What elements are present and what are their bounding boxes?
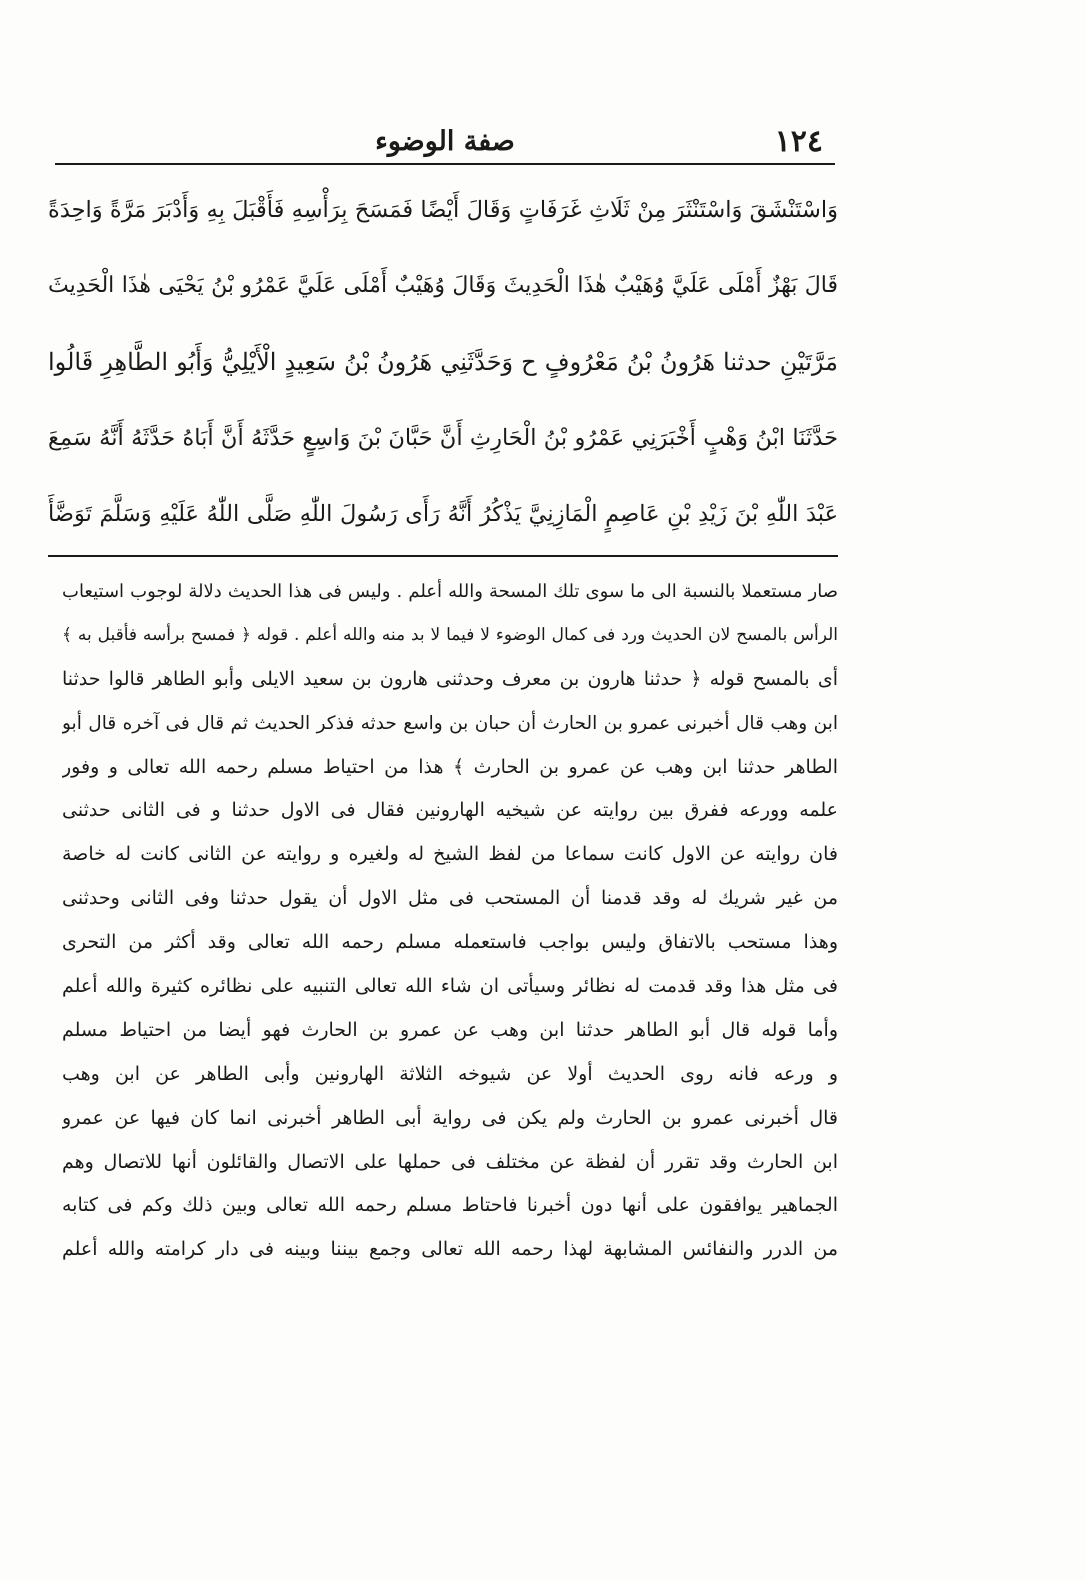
commentary-line: الرأس بالمسح لان الحديث ورد فى كمال الوضوء لا فيما لا بد منه والله أعلم . قوله ﴿ فمسح برأسه فأقبل به ﴾ [62, 624, 838, 645]
section-divider [48, 555, 838, 557]
commentary-line: وهذا مستحب بالاتفاق وليس بواجب فاستعمله مسلم رحمه الله تعالى وقد أكثر من التحرى [62, 931, 838, 954]
hadith-line: مَرَّتَيْنِ حدثنا هَرُونُ بْنُ مَعْرُوفٍ ح وَحَدَّثَنِي هَرُونُ بْنُ سَعِيدٍ الْأَيْلِيُّ وَأَبُو الطَّاهِرِ قَالُوا [48, 348, 838, 376]
commentary-line: من الدرر والنفائس المشابهة لهذا رحمه الله تعالى وجمع بيننا وبينه فى دار كرامته والله أعلم [62, 1238, 838, 1261]
commentary-block [62, 570, 838, 1272]
commentary-line: ابن وهب قال أخبرنى عمرو بن الحارث أن حبان بن واسع حدثه فذكر الحديث ثم قال فى آخره قال أبو [62, 712, 838, 734]
running-title: صفة الوضوء [375, 126, 515, 157]
commentary-line: و ورعه فانه روى الحديث أولا عن شيوخه الثلاثة الهارونين وأبى الطاهر عن ابن وهب [62, 1062, 838, 1085]
header-divider [55, 163, 835, 165]
page-header [55, 118, 835, 162]
commentary-line: من غير شريك له وقد قدمنا أن المستحب فى مثل الاول أن يقول حدثنا وفى الثانى وحدثنى [62, 887, 838, 910]
page-number: ١٢٤ [774, 124, 823, 159]
commentary-line: وأما قوله قال أبو الطاهر حدثنا ابن وهب عن عمرو بن الحارث فهو أيضا من احتياط مسلم [62, 1018, 838, 1041]
hadith-line: عَبْدَ اللّٰهِ بْنَ زَيْدِ بْنِ عَاصِمٍ الْمَازِنِيَّ يَذْكُرُ أَنَّهُ رَأَى رَسُولَ اللّٰهِ صَلَّى اللّٰهُ عَلَيْهِ وَسَلَّمَ تَوَضَّأَ [48, 501, 838, 527]
hadith-line: حَدَّثَنَا ابْنُ وَهْبٍ أَخْبَرَنِي عَمْرُو بْنُ الْحَارِثِ أَنَّ حَبَّانَ بْنَ وَاسِعٍ حَدَّثَهُ أَنَّ أَبَاهُ حَدَّثَهُ أَنَّهُ سَمِعَ [48, 425, 838, 451]
commentary-line: قال أخبرنى عمرو بن الحارث ولم يكن فى رواية أبى الطاهر أخبرنى انما كان فيها عن عمرو [62, 1106, 838, 1129]
commentary-line: علمه وورعه ففرق بين روايته عن شيخيه الهارونين فقال فى الاول حدثنا و فى الثانى حدثنى [62, 799, 838, 822]
commentary-line: الجماهير يوافقون على أنها دون أخبرنا فاحتاط مسلم رحمه الله تعالى وبين ذلك وكم فى كتابه [62, 1194, 838, 1217]
commentary-line: ابن الحارث وقد تقرر أن لفظة عن مختلف فى حملها على الاتصال والقائلون أنها للاتصال وهم [62, 1150, 838, 1173]
hadith-text-block [48, 172, 838, 552]
commentary-line: فان روايته عن الاول كانت سماعا من لفظ الشيخ له ولغيره و روايته عن الثانى كانت له خاصة [62, 843, 838, 866]
commentary-line: أى بالمسح قوله ﴿ حدثنا هارون بن معرف وحدثنى هارون بن سعيد الايلى وأبو الطاهر قالوا حدثنا [62, 667, 838, 690]
hadith-line: وَاسْتَنْشَقَ وَاسْتَنْثَرَ مِنْ ثَلَاثِ غَرَفَاتٍ وَقَالَ أَيْضًا فَمَسَحَ بِرَأْسِهِ فَأَقْبَلَ بِهِ وَأَدْبَرَ مَرَّةً وَاحِدَةً [48, 197, 838, 223]
hadith-line: قَالَ بَهْزٌ أَمْلَى عَلَيَّ وُهَيْبٌ هٰذَا الْحَدِيثَ وَقَالَ وُهَيْبٌ أَمْلَى عَلَيَّ عَمْرُو بْنُ يَحْيَى هٰذَا الْحَدِيثَ [48, 273, 838, 298]
commentary-line: فى مثل هذا وقد قدمت له نظائر وسيأتى ان شاء الله تعالى التنبيه على نظائره كثيرة والله أعلم [62, 975, 838, 998]
commentary-line: صار مستعملا بالنسبة الى ما سوى تلك المسحة والله أعلم . وليس فى هذا الحديث دلالة لوجوب استيعاب [62, 581, 838, 602]
commentary-line: الطاهر حدثنا ابن وهب عن عمرو بن الحارث ﴾ هذا من احتياط مسلم رحمه الله تعالى و وفور [62, 755, 838, 778]
